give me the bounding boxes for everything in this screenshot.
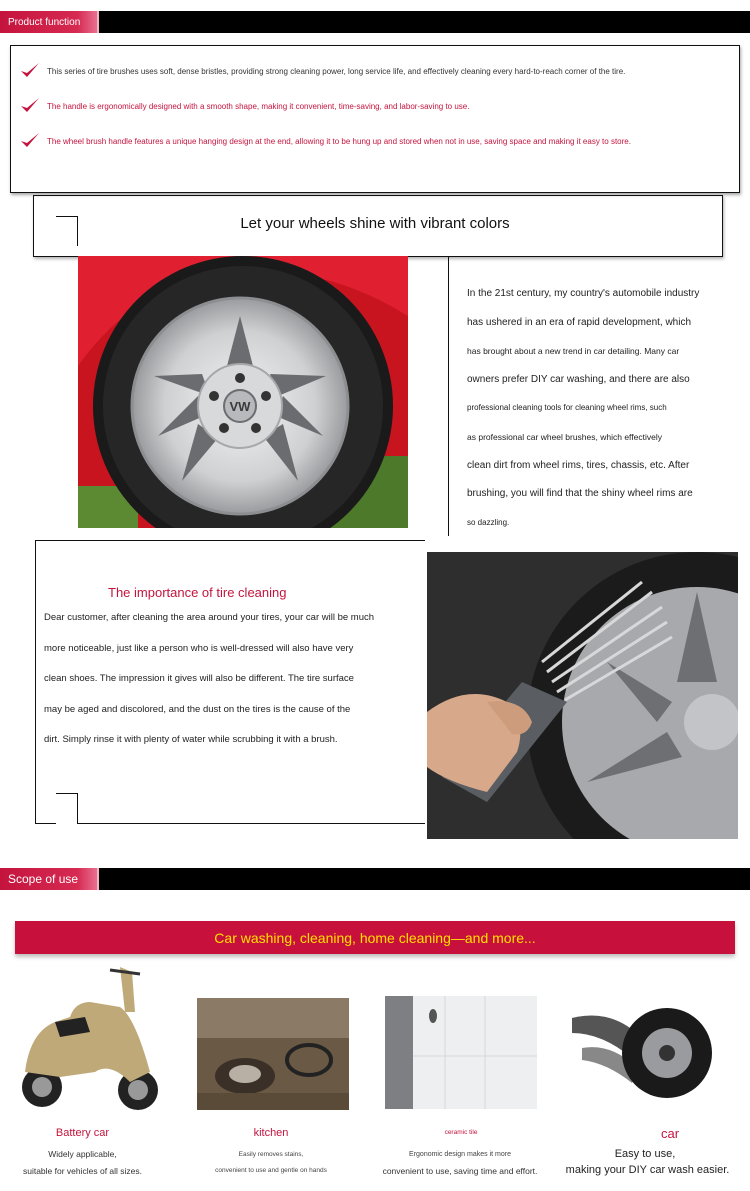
wheel-photo <box>78 256 408 528</box>
car-tire-image <box>572 998 724 1108</box>
intro-line: has ushered in an era of rapid development, which <box>467 316 692 328</box>
use-desc: Ergonomic design makes it more <box>409 1151 511 1158</box>
wheel-illustration <box>78 256 408 528</box>
use-title-battery-car: Battery car <box>55 1127 110 1139</box>
intro-line: clean dirt from wheel rims, tires, chassis, etc. After <box>467 459 690 471</box>
intro-line: brushing, you will find that the shiny wheel rims are <box>467 488 693 500</box>
ceramic-tile-image <box>385 996 537 1109</box>
importance-line: more noticeable, just like a person who is well-dressed will also have very <box>44 642 354 654</box>
use-title-ceramic-tile: ceramic tile <box>444 1129 478 1136</box>
battery-car-image <box>10 962 162 1114</box>
importance-line: clean shoes. The impression it gives will also be different. The tire surface <box>44 673 354 685</box>
product-function-box <box>10 45 740 193</box>
corner-decoration <box>56 793 78 824</box>
use-desc: Easily removes stains, <box>238 1151 304 1158</box>
section-bar-product-function <box>0 11 750 33</box>
function-item-2 <box>19 97 469 115</box>
section-tab-scope-of-use: Scope of use <box>0 868 99 890</box>
section-bar-scope-of-use <box>0 868 750 890</box>
scope-banner-text: Car washing, cleaning, home cleaning—and more... <box>214 929 536 946</box>
use-title-kitchen: kitchen <box>253 1127 289 1139</box>
use-desc: convenient to use and gentle on hands <box>215 1167 327 1174</box>
use-desc: suitable for vehicles of all sizes. <box>22 1166 143 1176</box>
kitchen-image <box>197 998 349 1110</box>
scope-banner <box>15 921 735 954</box>
intro-paragraph <box>467 285 727 542</box>
intro-line: has brought about a new trend in car detailing. Many car <box>467 346 680 357</box>
use-desc: Easy to use, <box>614 1148 676 1160</box>
function-text: This series of tire brushes uses soft, dense bristles, providing strong cleaning power, long service life, and effectively cleaning every hard-to-reach corner of the tire. <box>47 66 626 76</box>
intro-line: professional cleaning tools for cleaning wheel rims, such <box>467 403 667 413</box>
hub-logo-text: VW <box>229 399 251 414</box>
importance-line: dirt. Simply rinse it with plenty of water while scrubbing it with a brush. <box>44 734 338 746</box>
function-text: The handle is ergonomically designed with a smooth shape, making it convenient, time-saving, and labor-saving to use. <box>47 101 470 111</box>
intro-line: so dazzling. <box>467 517 510 527</box>
intro-line: owners prefer DIY car washing, and there are also <box>467 373 690 385</box>
brush-photo <box>427 552 738 839</box>
use-title-car: car <box>660 1126 680 1141</box>
use-desc: Widely applicable, <box>48 1149 117 1159</box>
importance-line: Dear customer, after cleaning the area around your tires, your car will be much <box>44 612 375 623</box>
importance-body <box>44 611 404 764</box>
checkmark-icon <box>19 132 41 150</box>
use-desc: making your DIY car wash easier. <box>565 1164 730 1176</box>
intro-line: In the 21st century, my country's automobile industry <box>467 288 700 299</box>
function-item-3 <box>19 132 631 150</box>
function-item-1 <box>19 62 625 80</box>
use-desc: convenient to use, saving time and effort. <box>382 1166 538 1176</box>
intro-line: as professional car wheel brushes, which effectively <box>467 431 662 442</box>
checkmark-icon <box>19 62 41 80</box>
function-text: The wheel brush handle features a unique hanging design at the end, allowing it to be hung up and stored when not in use, saving space and making it easy to store. <box>47 136 631 146</box>
importance-title: The importance of tire cleaning <box>108 585 287 600</box>
brush-illustration <box>427 552 738 839</box>
checkmark-icon <box>19 97 41 115</box>
importance-line: may be aged and discolored, and the dust on the tires is the cause of the <box>44 703 351 715</box>
section-tab-product-function: Product function <box>0 11 99 33</box>
headline: Let your wheels shine with vibrant colors <box>240 215 510 232</box>
